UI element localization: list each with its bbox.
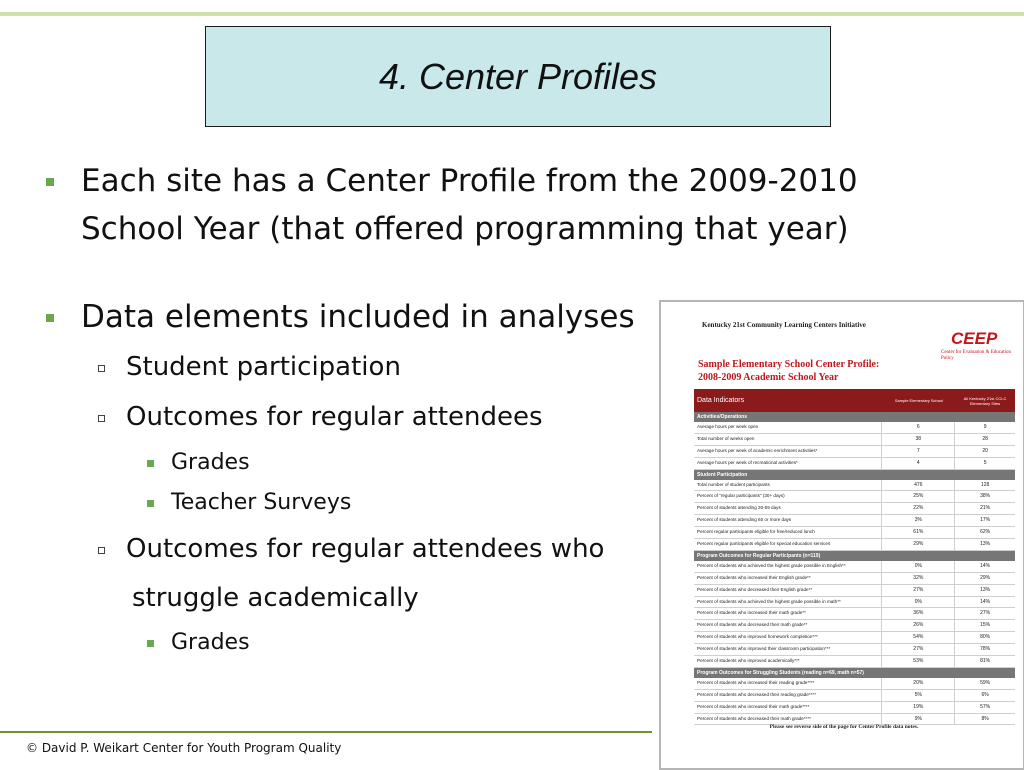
table-row [694,446,1015,458]
table-cell-all-sites: 20 [982,447,988,454]
doc-title [698,358,879,384]
table-cell-school: 5% [882,690,955,701]
table-cell-school: 25% [882,491,955,502]
hollow-square-icon [98,415,105,422]
profile-table [694,389,1015,725]
table-cell-school: 61% [882,527,955,538]
table-row [694,656,1015,668]
table-cell-indicator: Percent of students who decreased their math grade** [694,620,882,631]
bullet-square-icon [46,178,54,186]
sub-bullet-outcomes-regular: Outcomes for regular attendees [126,402,543,432]
table-cell-indicator: Percent of students attending 60 or more days [694,515,882,526]
table-row [694,539,1015,551]
table-cell-all-sites: 5 [983,459,987,466]
table-cell-all-sites: 59% [980,679,991,686]
table-cell-indicator: Average hours per week of academic enrichment activities* [694,446,882,457]
table-row [694,491,1015,503]
ceep-logo: CEEP [951,329,998,348]
col-header-all-sites: All Kentucky 21st CCLC Elementary Sites [963,395,1007,406]
table-cell-school: 20% [882,678,955,689]
table-cell-all-sites: 62% [980,529,991,536]
table-cell-indicator: Percent of students who increased their English grade** [694,573,882,584]
sub-bullet-student-participation: Student participation [126,352,401,382]
table-cell-all-sites: 9 [983,424,987,430]
table-row [694,644,1015,656]
table-cell-indicator: Percent of students who increased their reading grade**** [694,678,882,689]
table-cell-school: 3% [882,515,955,526]
table-cell-all-sites: 28 [982,435,988,442]
table-cell-indicator: Percent regular participants eligible for special education services [694,539,882,550]
bullet-2: Data elements included in analyses [81,299,635,335]
slide-title: 4. Center Profiles [378,55,658,97]
table-row [694,561,1015,573]
table-cell-school: 19% [882,702,955,713]
table-cell-all-sites: 78% [980,646,991,653]
table-cell-school: 36% [882,608,955,619]
table-section-header: Program Outcomes for Regular Participants (n=119) [694,551,1015,561]
bullet-square-icon [147,460,154,467]
table-cell-indicator: Total number of student participants [694,480,882,491]
table-row [694,632,1015,644]
title-box [205,26,831,127]
footer-copyright: © David P. Weikart Center for Youth Program Quality [26,741,342,755]
table-cell-all-sites: 14% [980,598,991,605]
doc-header: Kentucky 21st Community Learning Centers Initiative [702,321,866,329]
table-cell-indicator: Percent of "regular participants" (30+ days) [694,491,882,502]
table-section-header: Program Outcomes for Struggling Students (reading n=69, math n=57) [694,668,1015,678]
table-row [694,515,1015,527]
col-header-indicators: Data Indicators [697,397,745,404]
table-cell-school: 4 [882,458,955,469]
col-header-school: Sample Elementary School [894,398,944,403]
bullet-square-icon [147,500,154,507]
top-rule [0,0,1024,16]
table-cell-indicator: Percent of students who increased their math grade** [694,608,882,619]
sub-sub-bullet-grades-2: Grades [171,630,250,655]
table-cell-all-sites: 13% [980,541,991,548]
table-cell-school: 22% [882,503,955,514]
table-row [694,597,1015,609]
doc-title-line-1: Sample Elementary School Center Profile: [698,359,880,370]
ceep-logo-name: Center for Evaluation & Education Policy [941,350,1011,361]
table-cell-indicator: Percent regular participants eligible for free/reduced lunch [694,527,882,538]
bullet-1-line-2: School Year (that offered programming that year) [81,211,849,247]
table-cell-indicator: Percent of students who decreased their math grade**** [694,714,882,725]
table-cell-all-sites: 81% [980,658,991,665]
table-cell-school: 53% [882,656,955,667]
table-cell-all-sites: 15% [980,622,991,629]
table-row [694,690,1015,702]
table-section-header: Student Participation [694,470,1015,480]
table-row [694,573,1015,585]
table-cell-school: 0% [882,597,955,608]
table-cell-all-sites: 21% [980,505,991,512]
table-row [694,527,1015,539]
table-row [694,678,1015,690]
table-cell-indicator: Average hours per week of recreational activities* [694,458,882,469]
sub-sub-bullet-grades: Grades [171,450,250,475]
table-cell-indicator: Average hours per week open [694,422,882,433]
table-cell-school: 6 [882,422,955,433]
sub-sub-bullet-teacher-surveys: Teacher Surveys [171,490,352,515]
table-cell-indicator: Percent of students who improved academically*** [694,656,882,667]
doc-note: Please see reverse side of the page for Center Profile data notes. [769,724,919,730]
table-cell-indicator: Percent of students who decreased their reading grade**** [694,690,882,701]
hollow-square-icon [98,365,105,372]
table-cell-school: 32% [882,573,955,584]
table-cell-all-sites: 27% [980,610,991,617]
hollow-square-icon [98,547,105,554]
footer-divider [0,731,652,733]
bullet-square-icon [147,640,154,647]
sub-bullet-outcomes-struggling-cont: struggle academically [132,583,419,613]
table-cell-indicator: Percent of students who improved their classroom participation*** [694,644,882,655]
table-cell-school: 38 [882,434,955,445]
table-cell-indicator: Percent of students who achieved the highest grade possible in English** [694,561,882,572]
table-cell-school: 29% [882,539,955,550]
table-row [694,620,1015,632]
table-row [694,608,1015,620]
table-cell-indicator: Percent of students who achieved the highest grade possible in math** [694,597,882,608]
center-profile-document [659,300,1024,770]
table-row [694,585,1015,597]
bullet-square-icon [46,314,54,322]
table-row [694,434,1015,446]
sub-bullet-outcomes-struggling: Outcomes for regular attendees who [126,534,605,564]
table-cell-indicator: Percent of students attending 30-59 days [694,503,882,514]
table-cell-school: 27% [882,644,955,655]
table-cell-all-sites: 13% [980,586,991,593]
table-cell-school: 26% [882,620,955,631]
table-cell-all-sites: 17% [980,517,991,524]
profile-table-header [694,389,1015,412]
table-cell-all-sites: 8% [981,715,989,722]
table-cell-indicator: Percent of students who improved homework completion*** [694,632,882,643]
table-cell-school: 9% [882,714,955,725]
table-cell-indicator: Percent of students who increased their math grade**** [694,702,882,713]
table-section-header: Activities/Operations [694,412,1015,422]
table-cell-school: 27% [882,585,955,596]
table-row [694,480,1015,492]
table-cell-all-sites: 6% [981,691,989,698]
table-cell-school: 54% [882,632,955,643]
table-cell-all-sites: 80% [980,634,991,641]
table-cell-indicator: Total number of weeks open [694,434,882,445]
table-cell-all-sites: 14% [980,562,991,569]
table-cell-indicator: Percent of students who decreased their English grade** [694,585,882,596]
table-row [694,503,1015,515]
table-cell-all-sites: 38% [980,493,991,500]
table-cell-all-sites: 57% [980,703,991,710]
table-row [694,458,1015,470]
doc-title-line-2: 2008-2009 Academic School Year [698,372,839,383]
table-row [694,702,1015,714]
bullet-1-line-1: Each site has a Center Profile from the 2009-2010 [81,163,858,199]
table-cell-all-sites: 29% [980,574,991,581]
table-cell-school: 7 [882,446,955,457]
table-cell-school: 476 [882,480,955,491]
table-row [694,422,1015,434]
table-cell-school: 0% [882,561,955,572]
table-cell-all-sites: 128 [980,481,990,488]
